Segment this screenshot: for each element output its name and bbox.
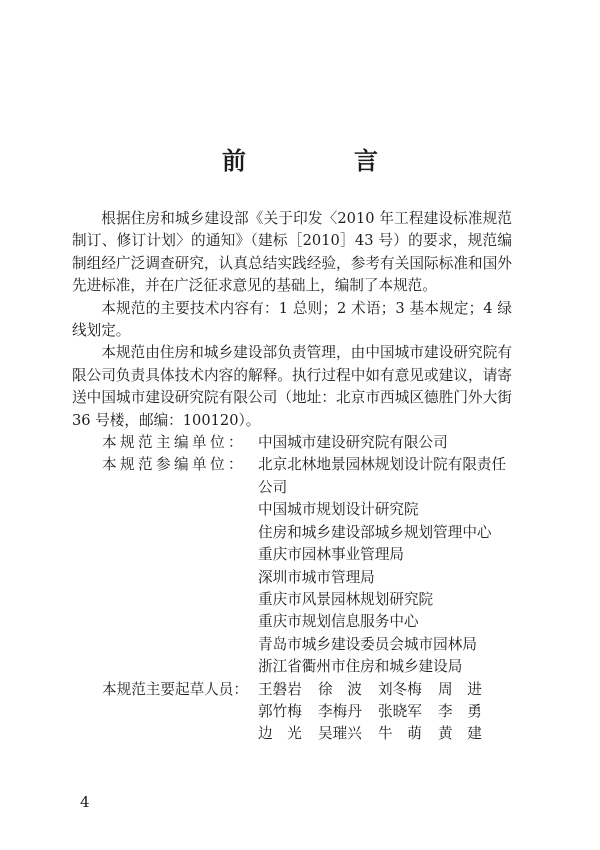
participating-units-list: [258, 454, 512, 678]
list-item: 重庆市风景园林规划研究院: [258, 590, 434, 608]
drafter-name: 刘冬梅: [378, 680, 422, 698]
drafters-label: 本规范主要起草人员：: [102, 680, 248, 698]
list-item: 浙江省衢州市住房和城乡建设局: [258, 658, 463, 676]
page-title: 前 言: [222, 146, 420, 175]
list-item: 重庆市园林事业管理局: [258, 546, 404, 564]
page-number: 4: [80, 793, 90, 811]
chief-unit-value: 中国城市建设研究院有限公司: [258, 434, 448, 452]
participating-units-label: 本规范参编单位：: [102, 456, 246, 474]
drafter-name: 吴璀兴: [318, 725, 362, 743]
drafters-grid: [258, 679, 512, 746]
chief-unit-label: 本规范主编单位：: [102, 434, 246, 452]
list-item: 住房和城乡建设部城乡规划管理中心: [258, 523, 492, 541]
list-item: 深圳市城市管理局: [258, 568, 375, 586]
participating-units-row: [72, 454, 512, 678]
preface-paragraph-2: 本规范的主要技术内容有：1 总则；2 术语；3 基本规定；4 绿线划定。: [72, 299, 512, 340]
drafter-name: 边 光: [258, 725, 302, 743]
preface-paragraph-1: 根据住房和城乡建设部《关于印发〈2010 年工程建设标准规范制订、修订计划〉的通知》（建标［2010］43 号）的要求，规范编制组经广泛调查研究，认真总结实践经验，参考有关国际标准和国外先进标准，并在广泛征求意见的基础上，编制了本规范。: [72, 210, 512, 295]
drafter-name: 张晓军: [378, 702, 422, 720]
drafter-name: 徐 波: [318, 680, 362, 698]
drafter-name: 牛 萌: [378, 725, 422, 743]
drafter-name: 郭竹梅: [258, 702, 302, 720]
drafters-line: [258, 679, 512, 701]
preface-body: [72, 208, 512, 746]
list-item: 青岛市城乡建设委员会城市园林局: [258, 635, 477, 653]
drafters-row: [72, 679, 512, 746]
drafter-name: 李梅丹: [318, 702, 362, 720]
drafter-name: 黄 建: [438, 725, 482, 743]
drafter-name: 王磐岩: [258, 680, 302, 698]
drafters-line: [258, 701, 512, 723]
list-item: 中国城市规划设计研究院: [258, 501, 419, 519]
preface-paragraph-3: 本规范由住房和城乡建设部负责管理，由中国城市建设研究院有限公司负责具体技术内容的解释。执行过程中如有意见或建议，请寄送中国城市建设研究院有限公司（地址：北京市西城区德胜门外大街 36 号楼，邮编：100120）。: [72, 344, 512, 429]
list-item: 重庆市规划信息服务中心: [258, 613, 419, 631]
drafter-name: 周 进: [438, 680, 482, 698]
chief-unit-row: [72, 432, 512, 454]
drafter-name: 李 勇: [438, 702, 482, 720]
list-item: 北京北林地景园林规划设计院有限责任公司: [258, 456, 507, 496]
drafters-line: [258, 723, 512, 745]
